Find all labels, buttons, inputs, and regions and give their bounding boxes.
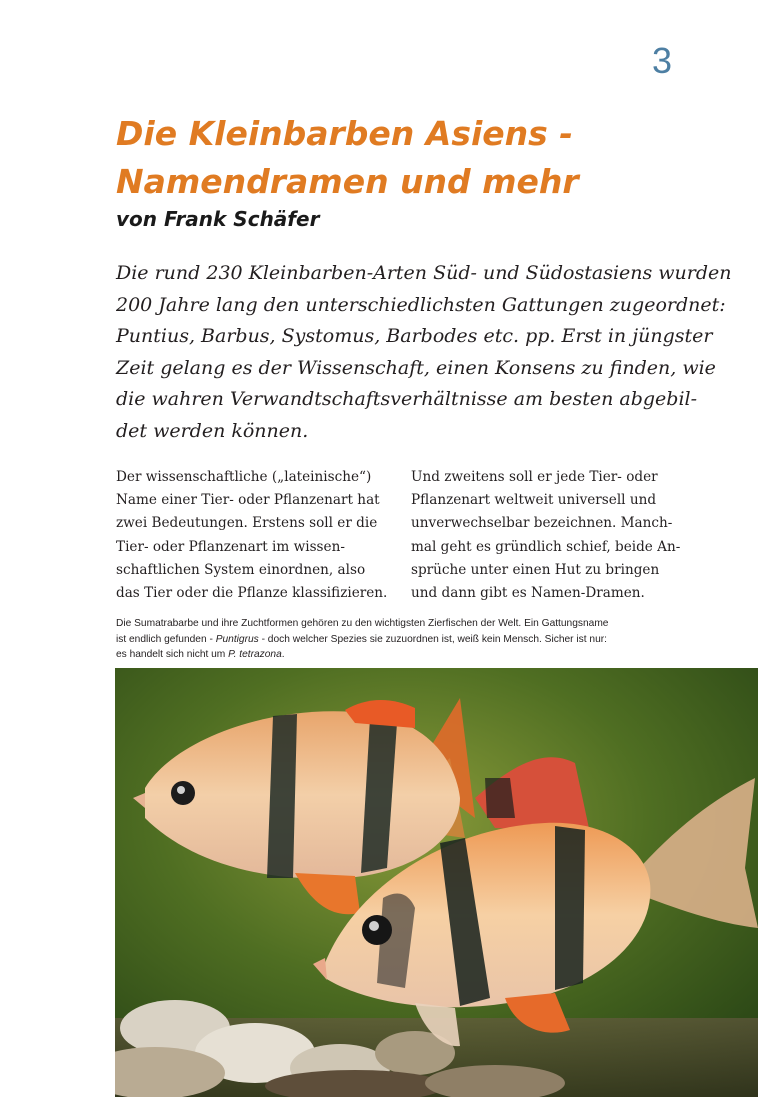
article-title-line-1: Die Kleinbarben Asiens -: [116, 114, 573, 153]
body-line: unverwechselbar bezeichnen. Manch-: [411, 515, 673, 532]
article-title: [116, 110, 716, 206]
caption-line: [116, 647, 661, 663]
body-line: Und zweitens soll er jede Tier- oder: [411, 469, 658, 485]
caption-line: [116, 632, 661, 648]
caption-text: ist endlich gefunden -: [116, 633, 216, 645]
body-line: schaftlichen System einordnen, also: [116, 561, 366, 578]
body-line: mal geht es gründlich schief, beide An-: [411, 538, 681, 555]
caption-genus: Puntigrus: [215, 633, 259, 645]
body-line: sprüche unter einen Hut zu bringen: [411, 561, 660, 578]
lead-line: Die rund 230 Kleinbarben-Arten Süd- und Südostasiens wurden: [116, 262, 732, 284]
lead-line: Puntius, Barbus, Systomus, Barbodes etc. pp. Erst in jüngster: [116, 325, 713, 348]
body-line: Tier- oder Pflanzenart im wissen-: [116, 538, 345, 555]
lead-line: det werden können.: [116, 419, 309, 442]
lead-paragraph: [116, 258, 732, 448]
body-line: zwei Bedeutungen. Erstens soll er die: [116, 515, 378, 532]
caption-text: es handelt sich nicht um: [116, 649, 229, 660]
lead-line: Zeit gelang es der Wissenschaft, einen Konsens zu finden, wie: [116, 356, 716, 379]
fish-photo: [115, 668, 758, 1097]
caption-species: P. tetrazona: [228, 649, 282, 660]
body-line: das Tier oder die Pflanze klassifizieren.: [116, 585, 388, 602]
body-line: und dann gibt es Namen-Dramen.: [411, 585, 645, 602]
lead-line: 200 Jahre lang den unterschiedlichsten Gattungen zugeordnet:: [116, 293, 726, 316]
page-number: 3: [652, 40, 673, 81]
body-line: Name einer Tier- oder Pflanzenart hat: [116, 492, 380, 509]
body-column-right: [411, 466, 681, 605]
body-column-left: [116, 466, 388, 605]
author-byline: von Frank Schäfer: [116, 207, 320, 231]
body-line: Pflanzenart weltweit universell und: [411, 492, 657, 509]
photo-caption: [116, 616, 661, 663]
caption-text: .: [281, 649, 285, 660]
body-line: Der wissenschaftliche („lateinische“): [116, 469, 372, 485]
article-title-line-2: Namendramen und mehr: [116, 162, 579, 201]
lead-line: die wahren Verwandtschaftsverhältnisse am besten abgebil-: [116, 388, 698, 411]
caption-line: Die Sumatrabarbe und ihre Zuchtformen gehören zu den wichtigsten Zierfischen der Welt. Ein Gattungsname: [116, 618, 609, 629]
caption-text: - doch welcher Spezies sie zuzuordnen ist, weiß kein Mensch. Sicher ist nur:: [258, 633, 607, 645]
